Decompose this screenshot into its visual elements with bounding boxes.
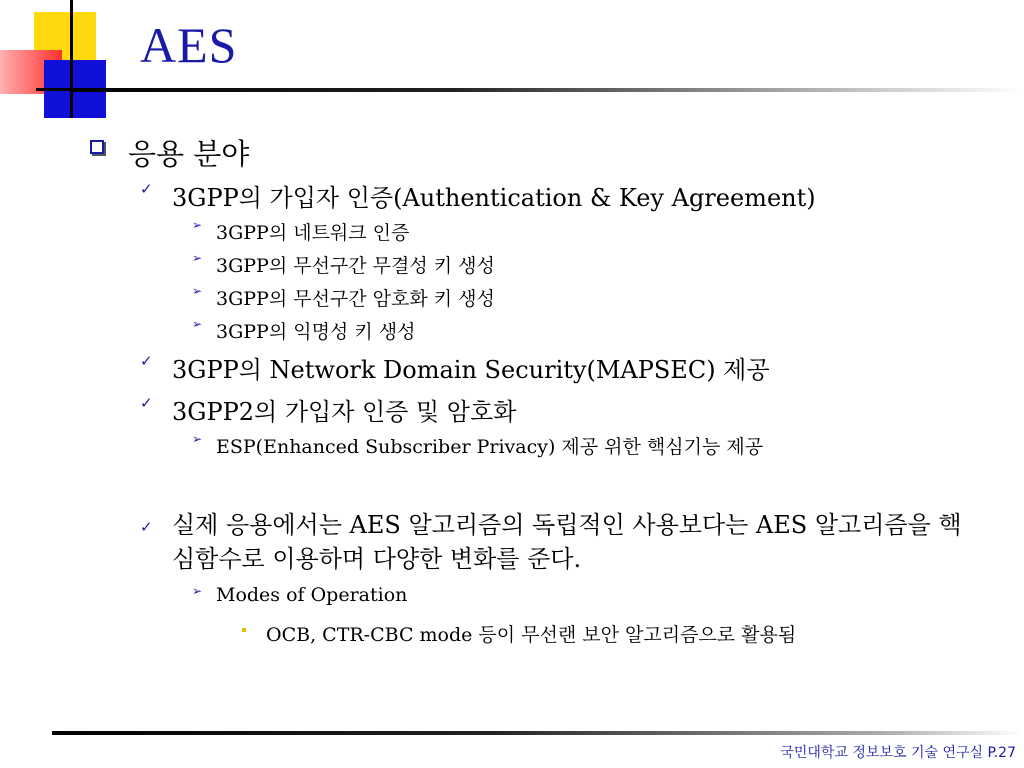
list-item-text: 3GPP2의 가입자 인증 및 암호화 bbox=[172, 398, 517, 426]
checkmark-bullet-icon: ✓ bbox=[140, 394, 153, 412]
footer-divider bbox=[52, 731, 1024, 735]
small-square-bullet-icon bbox=[242, 628, 246, 632]
list-item-text: 3GPP의 가입자 인증(Authentication & Key Agreement) bbox=[172, 184, 816, 212]
checkmark-bullet-icon: ✓ bbox=[140, 518, 153, 536]
list-item-level4 bbox=[266, 620, 796, 647]
list-item-level2 bbox=[140, 508, 972, 576]
list-item-level2 bbox=[140, 392, 517, 427]
list-item-text: 3GPP의 무선구간 암호화 키 생성 bbox=[216, 288, 495, 310]
list-item-level2 bbox=[140, 350, 770, 385]
list-item-level3 bbox=[192, 284, 495, 311]
list-item-level3 bbox=[192, 251, 495, 278]
list-item-level1 bbox=[128, 132, 249, 173]
checkmark-bullet-icon: ✓ bbox=[140, 352, 153, 370]
list-item-level3 bbox=[192, 317, 416, 344]
arrow-bullet-icon: ➢ bbox=[192, 251, 203, 265]
list-item-level3 bbox=[192, 584, 408, 606]
list-item-text: OCB, CTR-CBC mode 등이 무선랜 보안 알고리즘으로 활용됨 bbox=[266, 624, 797, 646]
logo-vertical-line bbox=[70, 0, 73, 118]
list-item-text: 실제 응용에서는 AES 알고리즘의 독립적인 사용보다는 AES 알고리즘을 핵심함수로 이용하며 다양한 변화를 준다. bbox=[172, 511, 962, 573]
arrow-bullet-icon: ➢ bbox=[192, 317, 203, 331]
title-divider bbox=[72, 88, 1024, 92]
list-item-text: 3GPP의 익명성 키 생성 bbox=[216, 321, 416, 343]
arrow-bullet-icon: ➢ bbox=[192, 284, 203, 298]
list-item-text: 3GPP의 네트워크 인증 bbox=[216, 222, 410, 244]
list-item-level2 bbox=[140, 178, 816, 213]
arrow-bullet-icon: ➢ bbox=[192, 584, 203, 598]
slide-title: AES bbox=[140, 17, 238, 73]
arrow-bullet-icon: ➢ bbox=[192, 218, 203, 232]
list-item-text: Modes of Operation bbox=[216, 584, 408, 606]
list-item-text: ESP(Enhanced Subscriber Privacy) 제공 위한 핵심기능 제공 bbox=[216, 436, 764, 458]
list-item-text: 3GPP의 Network Domain Security(MAPSEC) 제공 bbox=[172, 356, 770, 384]
footer-text: 국민대학교 정보보호 기술 연구실 P.27 bbox=[780, 745, 1016, 761]
list-item-text: 응용 분야 bbox=[128, 137, 250, 171]
hollow-square-bullet-icon bbox=[90, 140, 104, 154]
list-item-level3 bbox=[192, 218, 410, 245]
list-item-level3 bbox=[192, 432, 764, 459]
list-item-text: 3GPP의 무선구간 무결성 키 생성 bbox=[216, 255, 495, 277]
arrow-bullet-icon: ➢ bbox=[192, 432, 203, 446]
checkmark-bullet-icon: ✓ bbox=[140, 180, 153, 198]
